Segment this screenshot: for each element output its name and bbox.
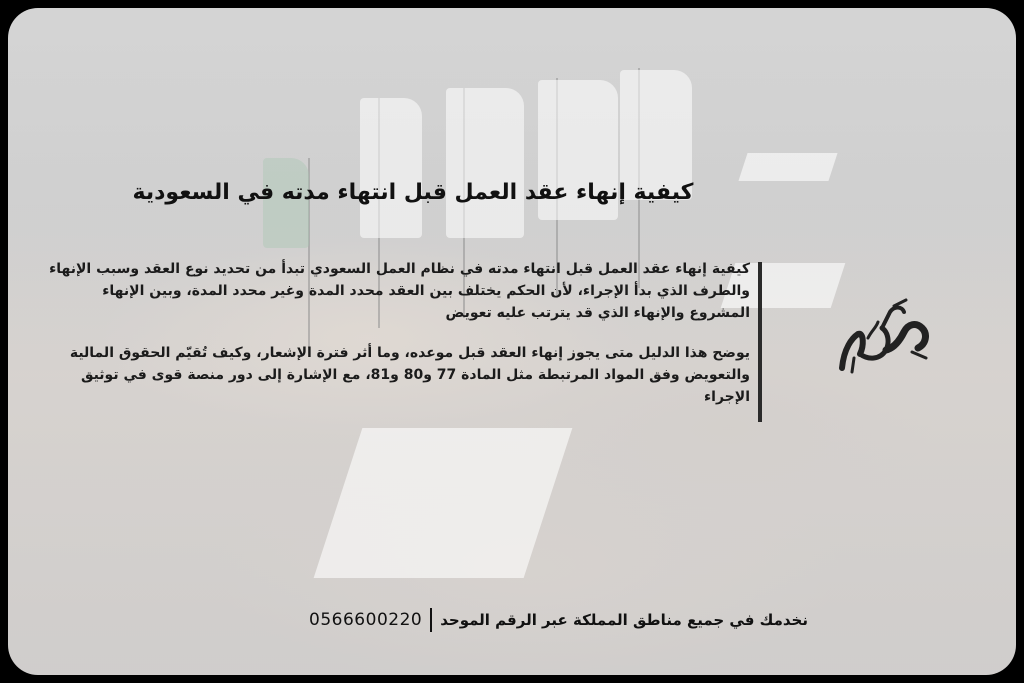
footer-divider: [430, 608, 432, 632]
flag-shape: [360, 98, 422, 238]
muhammad-calligraphy-logo-icon: [834, 298, 934, 378]
paper-shape: [738, 153, 837, 181]
paper-shape: [314, 428, 573, 578]
page-title: كيفية إنهاء عقد العمل قبل انتهاء مدته في السعودية: [132, 180, 694, 205]
service-text: نخدمك في جميع مناطق المملكة عبر الرقم الموحد: [440, 611, 808, 629]
background-card: [8, 8, 1016, 675]
accent-bar: [758, 262, 762, 422]
flag-shape: [446, 88, 524, 238]
article-body: [48, 258, 750, 408]
contact-footer: [268, 608, 808, 632]
intro-paragraph: كيفية إنهاء عقد العمل قبل انتهاء مدته في نظام العمل السعودي تبدأ من تحديد نوع العقد وسبب الإنهاء والطرف الذي بدأ الإجراء، لأن الحكم يختلف بين العقد محدد المدة وغير محدد المدة، وبين الإنهاء المشروع والإنهاء الذي قد يترتب عليه تعويض: [49, 261, 750, 321]
phone-number[interactable]: 0566600220: [309, 610, 423, 630]
guide-paragraph: يوضح هذا الدليل متى يجوز إنهاء العقد قبل موعده، وما أثر فترة الإشعار، وكيف تُقيّم الحقوق المالية والتعويض وفق المواد المرتبطة مثل المادة 77 و80 و81، مع الإشارة إلى دور منصة قوى في توثيق الإجراء: [69, 345, 750, 405]
